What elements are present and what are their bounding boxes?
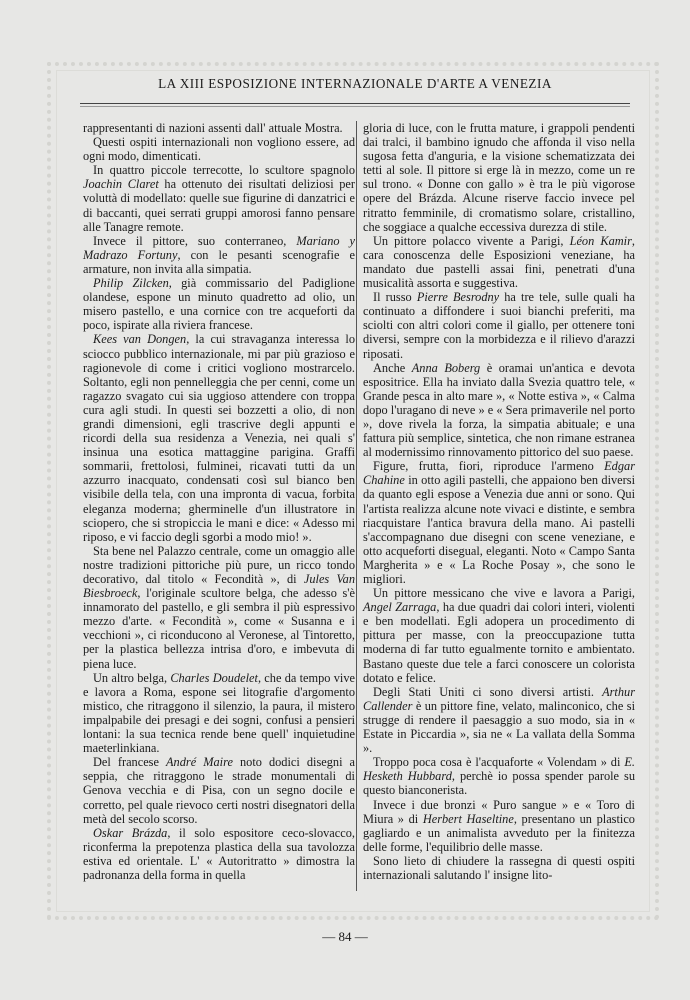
paragraph xyxy=(83,234,355,276)
text-run: , perchè io possa spender parole su questo bianconerista. xyxy=(363,769,635,798)
text-run: Degli Stati Uniti ci sono diversi artisti. xyxy=(373,684,603,699)
header-rule xyxy=(80,103,630,104)
paragraph xyxy=(83,163,355,233)
text-run: In quattro piccole terrecotte, lo scultore spagnolo xyxy=(93,163,355,178)
artist-name: Edgar Chahine xyxy=(363,459,635,488)
text-run: Sono lieto di chiudere la rassegna di questi ospiti internazionali salutando l' insigne lito- xyxy=(363,853,635,882)
paragraph xyxy=(83,544,355,671)
text-run: , con le pesanti scenografie e armature, non invita alla simpatia. xyxy=(83,247,355,276)
paragraph xyxy=(83,332,355,543)
artist-name: André Maire xyxy=(166,755,233,770)
paragraph xyxy=(363,121,635,234)
artist-name: Pierre Besrodny xyxy=(416,290,500,305)
text-run: è un pittore fine, velato, malinconico, che si strugge di rendere il paesaggio a suo modo, sia in « Estate in Piccardia », sia ne « La vallata della Somma ». xyxy=(363,698,635,756)
left-column xyxy=(83,121,355,882)
artist-name: Herbert Haseltine xyxy=(422,811,514,826)
column-divider xyxy=(356,121,357,891)
text-run: Un altro belga, xyxy=(93,670,171,685)
paragraph xyxy=(83,135,355,163)
text-run: rappresentanti di nazioni assenti dall' attuale Mostra. xyxy=(83,121,343,135)
artist-name: Charles Doudelet xyxy=(170,670,258,685)
paragraph xyxy=(363,755,635,797)
header-rule-thin xyxy=(80,106,630,107)
paragraph xyxy=(363,586,635,685)
artist-name: E. Hesketh Hubbard xyxy=(363,755,635,784)
text-run: , già commissario del Padiglione olandese, espone un minuto quadretto ad olio, un misero pastello, e una cornice con tre acqueforti da poco, ispirate alla riviera francese. xyxy=(83,276,355,333)
text-run: , l'originale scultore belga, che adesso s'è innamorato del pastello, e gli sembra il più espressivo mezzo d'arte. « Fecondità », come « Susanna e i vecchioni », ci riconducono al Veronese, al Tintoretto, per la plastica bellezza intrisa d'oro, e imbevuta di piena luce. xyxy=(83,586,355,671)
text-run: Un pittore polacco vivente a Parigi, xyxy=(373,233,570,248)
text-run: ha tre tele, sulle quali ha continuato a diffondere i suoi bianchi preferiti, ma sciolti con altri colori come il giallo, per ottenere toni diversi, sempre con la morbidezza e il rilievo d'arazzi riposati. xyxy=(363,290,635,361)
right-column xyxy=(363,121,635,882)
paragraph xyxy=(363,234,635,290)
paragraph xyxy=(363,290,635,360)
text-run: , presentano un plastico gagliardo e un animalista avveduto per la finitezza delle forme, l'equilibrio delle masse. xyxy=(363,811,635,854)
text-run: in otto agili pastelli, che appaiono ben diversi da quanto egli espose a Venezia due anni or sono. Qui l'artista realizza alcune note vivaci e distinte, e sembra riacquistare l'antica bravura della mano. Ai pastelli s'accompagnano due disegni con scene veneziane, e otto acqueforti disegual, eleganti. Noto « Campo Santa Margherita » e « La Roche Posay », che sono le migliori. xyxy=(363,473,635,586)
text-run: Questi ospiti internazionali non vogliono essere, ad ogni modo, dimenticati. xyxy=(83,135,355,164)
text-run: Sta bene nel Palazzo centrale, come un omaggio alle nostre tradizioni pittoriche più pure, un ricco tondo decorativo, dal titolo « Fecondità », di xyxy=(83,543,355,586)
text-run: , ha due quadri dai colori interi, violenti e ben modellati. Egli adopera un procedimento di pittura per masse, con la preoccupazione tutta moderna di far tutto egualmente tornito e ambientato. Bastano queste due tele a farci conoscere un colorista dotato e felice. xyxy=(363,600,635,685)
text-run: Anche xyxy=(373,360,412,375)
text-run: Figure, frutta, fiori, riproduce l'armeno xyxy=(373,459,605,474)
running-header: LA XIII ESPOSIZIONE INTERNAZIONALE D'ARTE A VENEZIA xyxy=(158,76,552,91)
artist-name: Arthur Callender xyxy=(363,684,635,713)
artist-name: Jules Van Biesbroeck xyxy=(83,572,355,601)
paragraph xyxy=(83,121,355,135)
text-run: Invece il pittore, suo conterraneo, xyxy=(93,233,297,248)
text-run: Un pittore messicano che vive e lavora a Parigi, xyxy=(373,586,635,601)
text-run: , la cui stravaganza interessa lo sciocco pubblico internazionale, mi par più grazioso e ragionevole di come i critici vogliono mostrarcelo. Soltanto, egli non pennelleggia che per cenni, come un ragazzo svagato cui sia uggioso attendere con troppa cura agli studi. In questi sei bozzetti a olio, di non grandi dimensioni, egli trascrive degli appunti e ricordi della sua residenza a Venezia, nei quali s' insinua una esotica mattaggine parigina. Graffi sommarii, frettolosi, fulminei, ricavati tutti da un azzurro inacquato, condensati così sul bianco ben visibile della tela, con una impronta di vacua, forbita eleganza moderna; gherminelle d'un illustratore in sciopero, che si stropiccia le mani e dice: « Adesso mi riposo, e vi faccio degli sgorbi a modo mio! ». xyxy=(83,332,355,544)
text-run: Il russo xyxy=(373,290,417,305)
artist-name: Kees van Dongen xyxy=(93,332,187,347)
paragraph xyxy=(363,459,635,586)
text-run: è oramai un'antica e devota espositrice. Ella ha inviato dalla Svezia quattro tele, « Grande pesca in alto mare », « Notte estiva », « Calma dopo l'uragano di neve » e « Sera primaverile nel porto », dove rivela la forza, la simpatia abituale; e una fattura più semplice, sintetica, che non rimane estranea al modernissimo rinnovamento pittorico del suo paese. xyxy=(363,360,635,460)
paragraph xyxy=(363,361,635,460)
paragraph xyxy=(363,798,635,854)
text-run: , cara conoscenza delle Esposizioni veneziane, ha mandato due pastelli assai fini, penetrati d'una musicalità assorta e suggestiva. xyxy=(363,233,635,291)
artist-name: Joachin Claret xyxy=(83,177,159,192)
paragraph xyxy=(83,276,355,332)
artist-name: Angel Zarraga xyxy=(363,600,437,615)
artist-name: Anna Boberg xyxy=(411,360,481,375)
paragraph xyxy=(83,826,355,882)
paragraph xyxy=(363,685,635,755)
text-run: Invece i due bronzi « Puro sangue » e « Toro di Miura » di xyxy=(363,797,635,826)
text-run: , il solo espositore ceco-slovacco, riconferma la prepotenza plastica della sua tavolozza estiva ed orientale. L' « Autoritratto » dimostra la padronanza della forma in quella xyxy=(83,825,356,882)
artist-name: Mariano y Madrazo Fortuny xyxy=(83,233,355,262)
artist-name: Philip Zilcken xyxy=(93,276,169,291)
text-run: Del francese xyxy=(93,755,167,770)
text-run: , che da tempo vive e lavora a Roma, espone sei litografie d'argomento mistico, che ritraggono il silenzio, la paura, il mistero impalpabile dei presagi e dei sogni, confusi a pensieri lontani: la sua tecnica rende bene quell' inquietudine maeterlinkiana. xyxy=(83,670,355,756)
text-run: gloria di luce, con le frutta mature, i grappoli pendenti dai tralci, il bambino ignudo che affonda il viso nella sugosa fetta d'anguria, e la visione schematizzata dei tetti al sole. Il pittore si erge là in mezzo, come un re sul trono. « Donne con gallo » è tra le più vigorose opere del Brázda. Alcune riserve faccio invece pel ritratto femminile, di cromatismo solare, cristallino, che soggiace a qualche eccessiva durezza di stile. xyxy=(363,121,635,234)
artist-name: Oskar Brázda xyxy=(93,825,168,840)
text-run: Troppo poca cosa è l'acquaforte « Volendam » di xyxy=(373,755,625,770)
text-run: ha ottenuto dei risultati deliziosi per voluttà di modellato: quelle sue figurine di danzatrici e di baccanti, quei serrati gruppi amorosi fanno pensare alle Tanagre remote. xyxy=(83,177,356,234)
page-number: — 84 — xyxy=(322,929,368,944)
paragraph xyxy=(83,671,355,756)
paragraph xyxy=(363,854,635,882)
artist-name: Léon Kamir xyxy=(569,233,632,248)
paragraph xyxy=(83,755,355,825)
text-run: noto dodici disegni a seppia, che ritraggono le strade monumentali di Genova vecchia e di Pisa, con un segno docile e corretto, pel quale rievoco certi nostri disegnatori della metà del secolo scorso. xyxy=(83,755,356,826)
